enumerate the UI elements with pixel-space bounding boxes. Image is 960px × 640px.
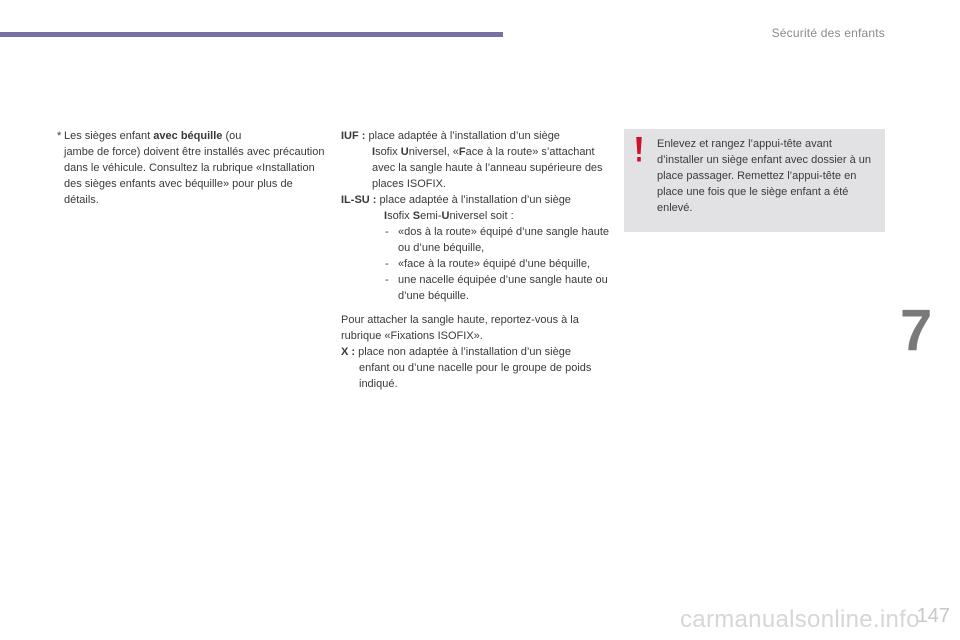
iuf-line1: place adaptée à l’installation d’un siège xyxy=(365,130,560,142)
note-bold: avec béquille xyxy=(153,130,223,142)
term-ilsu: IL-SU : xyxy=(341,194,377,206)
ilsu-letter-u: U xyxy=(441,210,450,222)
term-x: X : xyxy=(341,346,356,358)
bullet-dash: - xyxy=(385,258,389,270)
ilsu-letter-i: I xyxy=(384,210,388,222)
definition-ilsu xyxy=(341,192,611,304)
term-iuf: IUF : xyxy=(341,130,366,142)
definition-iuf xyxy=(341,128,611,192)
definition-x xyxy=(341,344,611,392)
warning-box xyxy=(624,129,885,232)
bullet-text: «dos à la route» équipé d’une sangle haute ou d’une béquille, xyxy=(398,226,610,254)
ilsu-line1: place adaptée à l’installation d’un siège xyxy=(376,194,571,206)
list-item xyxy=(341,256,611,272)
header-accent-bar xyxy=(0,32,503,37)
iuf-tail: ace à la route» s’attachant avec la sangle haute à l’anneau supérieure des places ISOFIX. xyxy=(372,146,603,190)
x-line1: place non adaptée à l’installation d’un siège xyxy=(355,346,571,358)
iuf-niversel: niversel, « xyxy=(408,146,459,158)
x-description: enfant ou d’une nacelle pour le groupe de poids indiqué. xyxy=(359,362,592,390)
iuf-letter-u: U xyxy=(400,146,409,158)
iuf-letter-f: F xyxy=(458,146,466,158)
watermark: carmanualsonline.info xyxy=(680,606,920,633)
list-item xyxy=(341,272,611,304)
note-asterisk: * xyxy=(57,130,62,142)
exclamation-icon xyxy=(635,137,643,163)
ilsu-tail: niversel soit : xyxy=(449,210,514,222)
bullet-dash: - xyxy=(385,274,389,286)
iuf-sofix: sofix xyxy=(375,146,401,158)
list-item xyxy=(341,224,611,256)
isofix-reference: Pour attacher la sangle haute, reportez-vous à la rubrique «Fixations ISOFIX». xyxy=(341,314,579,342)
note-text xyxy=(64,128,328,208)
ilsu-letter-s: S xyxy=(412,210,421,222)
iuf-letter-i: I xyxy=(372,146,376,158)
bullet-text: «face à la route» équipé d’une béquille, xyxy=(398,258,591,270)
ilsu-description xyxy=(341,208,611,224)
section-title: Sécurité des enfants xyxy=(771,26,885,40)
bullet-dash: - xyxy=(385,226,389,238)
iuf-description xyxy=(341,144,611,192)
note-suffix: (ou xyxy=(222,130,242,142)
note-prefix: Les sièges enfant xyxy=(64,130,154,142)
note-rest: jambe de force) doivent être installés avec précaution dans le véhicule. Consultez la rubrique «Installation des sièges enfants avec béquille» pour plus de détails. xyxy=(64,146,325,206)
chapter-number: 7 xyxy=(900,298,933,363)
isofix-definitions xyxy=(341,128,611,392)
bullet-text: une nacelle équipée d’une sangle haute ou d’une béquille. xyxy=(398,274,608,302)
warning-text: Enlevez et rangez l’appui-tête avant d’installer un siège enfant avec dossier à un place passager. Remettez l’appui-tête en place une fois que le siège enfant a été enlevé. xyxy=(657,138,872,214)
page-number: 147 xyxy=(916,605,950,627)
ilsu-sofix: sofix xyxy=(387,210,413,222)
ilsu-emi: emi- xyxy=(420,210,442,222)
